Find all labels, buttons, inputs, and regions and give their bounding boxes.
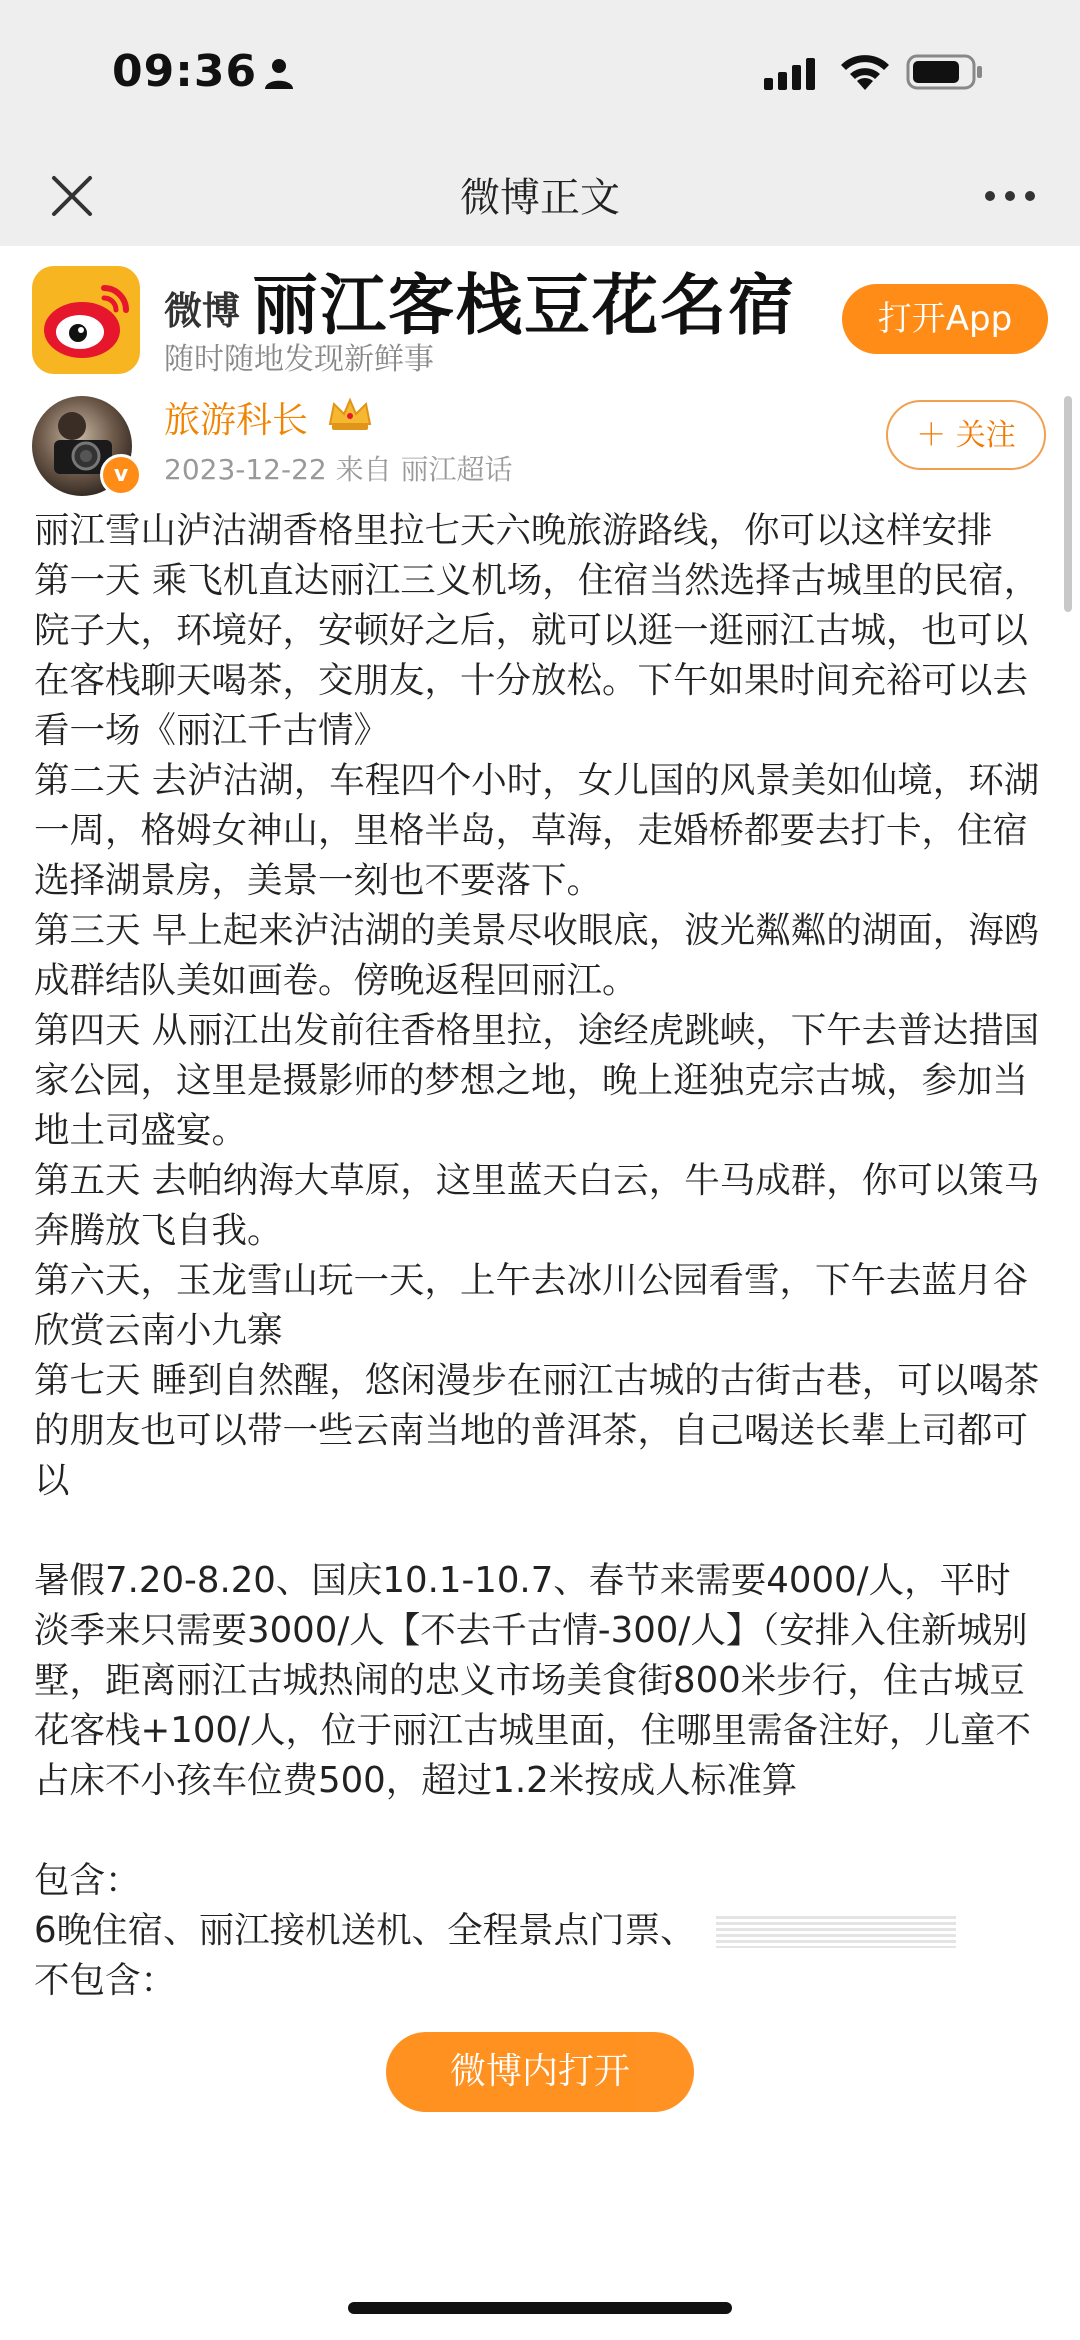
wifi-icon xyxy=(838,52,892,92)
post-paragraph: 第一天 乘飞机直达丽江三义机场，住宿当然选择古城里的民宿，院子大，环境好，安顿好之后，就可以逛一逛丽江古城，也可以在客栈聊天喝茶，交朋友，十分放松。下午如果时间充裕可以去看一场《丽江千古情》 xyxy=(34,560,1040,751)
status-time: 09:36 xyxy=(112,46,258,97)
author-name[interactable]: 旅游科长 xyxy=(164,400,309,441)
weibo-logo-icon xyxy=(32,266,140,374)
more-options-icon[interactable] xyxy=(980,168,1040,224)
cellular-signal-icon xyxy=(764,56,824,90)
page-title: 微博正文 xyxy=(460,175,620,221)
post-content xyxy=(34,506,1044,2006)
post-paragraph: 第七天 睡到自然醒，悠闲漫步在丽江古城的古街古巷，可以喝茶的朋友也可以带一些云南当地的普洱茶，自己喝送长辈上司都可以 xyxy=(34,1360,1040,1501)
redacted-text xyxy=(716,1916,956,1948)
person-icon xyxy=(262,56,296,90)
open-app-button[interactable]: 打开App xyxy=(842,284,1048,354)
price-paragraph: 暑假7.20-8.20、国庆10.1-10.7、春节来需要4000/人，平时淡季来只需要3000/人【不去千古情-300/人】（安排入住新城别墅，距离丽江古城热闹的忠义市场美食街800米步行，住古城豆花客栈+100/人，位于丽江古城里面，住哪里需备注好，儿童不占床不小孩车位费500，超过1.2米按成人标准算 xyxy=(34,1560,1031,1801)
scrollbar[interactable] xyxy=(1064,396,1072,612)
follow-button[interactable]: ＋ 关注 xyxy=(886,400,1046,470)
excludes-label: 不包含： xyxy=(34,1960,177,2001)
paragraph-spacer xyxy=(34,1806,1044,1856)
post-paragraph: 第六天，玉龙雪山玩一天，上午去冰川公园看雪，下午去蓝月谷欣赏云南小九寨 xyxy=(34,1260,1029,1351)
includes-text: 6晚住宿、丽江接机送机、全程景点门票、 xyxy=(34,1910,696,1951)
battery-icon xyxy=(906,52,984,92)
home-indicator[interactable] xyxy=(348,2302,732,2314)
post-paragraph: 第三天 早上起来泸沽湖的美景尽收眼底，波光粼粼的湖面，海鸥成群结队美如画卷。傍晚返程回丽江。 xyxy=(34,910,1040,1001)
post-paragraph: 第五天 去帕纳海大草原，这里蓝天白云，牛马成群，你可以策马奔腾放飞自我。 xyxy=(34,1160,1040,1251)
banner-overlay-title: 丽江客栈豆花名宿 xyxy=(252,267,796,344)
post-paragraph: 第二天 去泸沽湖，车程四个小时，女儿国的风景美如仙境，环湖一周，格姆女神山，里格半岛，草海，走婚桥都要去打卡，住宿选择湖景房，美景一刻也不要落下。 xyxy=(34,760,1040,901)
app-banner xyxy=(0,246,1080,386)
open-in-weibo-button[interactable]: 微博内打开 xyxy=(386,2032,694,2112)
verified-badge-icon: v xyxy=(100,454,142,496)
crown-icon xyxy=(326,394,374,434)
banner-brand-name: 微博 xyxy=(164,289,241,333)
paragraph-spacer xyxy=(34,1506,1044,1556)
includes-label: 包含： xyxy=(34,1860,141,1901)
includes-line xyxy=(34,1906,1044,1956)
status-bar xyxy=(0,0,1080,146)
banner-slogan: 随时随地发现新鲜事 xyxy=(164,342,434,377)
post-paragraph: 丽江雪山泸沽湖香格里拉七天六晚旅游路线，你可以这样安排 xyxy=(34,510,993,551)
post-paragraph: 第四天 从丽江出发前往香格里拉，途经虎跳峡，下午去普达措国家公园，这里是摄影师的梦想之地，晚上逛独克宗古城，参加当地土司盛宴。 xyxy=(34,1010,1040,1151)
post-meta: 2023-12-22 来自 丽江超话 xyxy=(164,453,513,486)
nav-bar xyxy=(0,146,1080,246)
